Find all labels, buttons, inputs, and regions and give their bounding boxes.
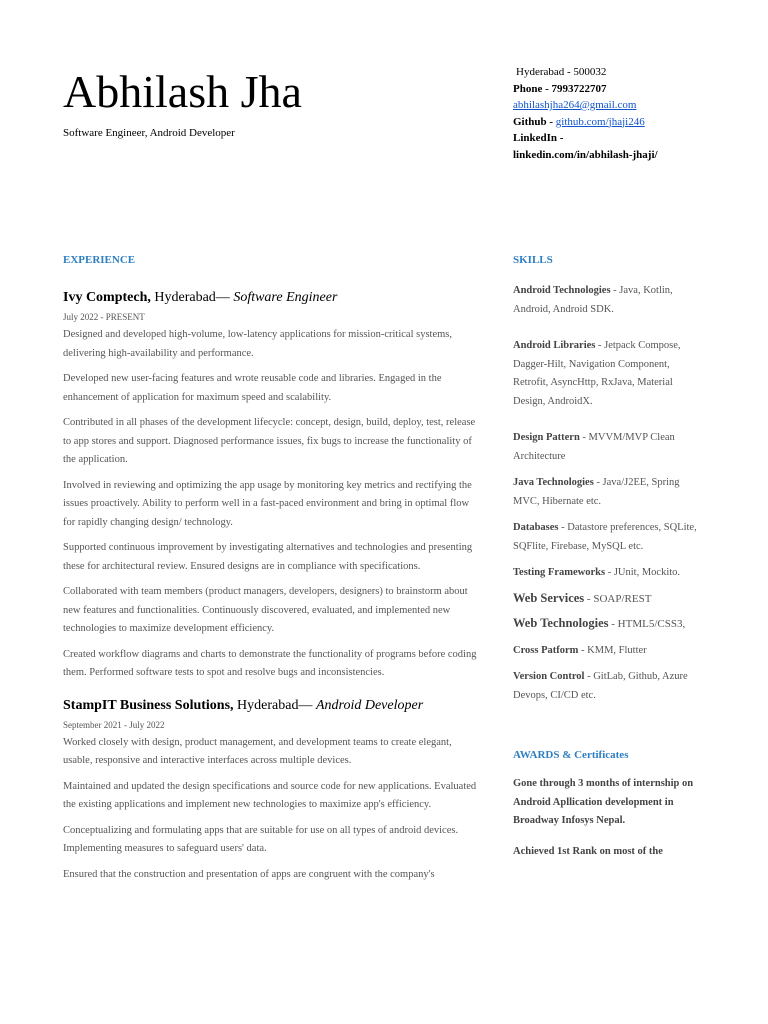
skill-item <box>513 282 698 319</box>
skill-value: - HTML5/CSS3, <box>608 618 686 630</box>
skill-value: - GitLab, Github, Azure Devops, CI/CD etc. <box>513 671 688 701</box>
job-entry <box>63 289 478 683</box>
contact-email <box>513 97 743 114</box>
job-paragraph: Ensured that the construction and presentation of apps are congruent with the company's <box>63 868 435 880</box>
job-role: Android Developer <box>315 697 424 713</box>
skill-value: - Java/J2EE, Spring MVC, Hibernate etc. <box>513 477 680 507</box>
contact-linkedin <box>513 147 743 164</box>
skill-name: Testing Frameworks <box>513 567 606 578</box>
experience-heading: EXPERIENCE <box>63 254 136 266</box>
skill-name: Cross Patform <box>513 644 579 656</box>
contact-location: Hyderabad - 500032 <box>516 66 607 78</box>
skill-item <box>513 614 698 634</box>
job-date: July 2022 - PRESENT <box>63 312 145 322</box>
job-role: Software Engineer <box>233 290 338 305</box>
email-link[interactable]: abhilashjha264@gmail.com <box>513 99 637 111</box>
award-item: Gone through 3 months of internship on Android Apllication development in Broadway Infosys Nepal. <box>513 778 694 826</box>
job-title <box>63 697 478 715</box>
skill-value: - SOAP/REST <box>584 592 652 605</box>
skill-name: Design Pattern <box>513 432 580 443</box>
skills-section <box>513 252 698 861</box>
skill-name: Version Control <box>513 671 585 682</box>
job-paragraph: Conceptualizing and formulating apps that are suitable for use on all types of android devices. Implementing measures to safeguard users' data. <box>63 824 459 854</box>
experience-section <box>63 252 478 884</box>
skill-item <box>513 589 698 609</box>
skill-item <box>513 642 698 661</box>
skill-name: Web Technologies <box>513 616 609 630</box>
job-entry <box>63 697 478 885</box>
skill-value: - Datastore preferences, SQLite, SQFlite, Firebase, MySQL etc. <box>513 522 697 552</box>
skill-item <box>513 668 698 705</box>
candidate-name: Abhilash Jha <box>63 66 302 117</box>
skill-value: - MVVM/MVP Clean Architecture <box>513 432 675 462</box>
award-item: Achieved 1st Rank on most of the <box>513 845 663 857</box>
contact-block <box>513 64 743 163</box>
job-location: Hyderabad— <box>150 290 234 305</box>
job-company: Ivy Comptech, <box>63 290 151 305</box>
candidate-subtitle: Software Engineer, Android Developer <box>63 127 235 139</box>
job-location: Hyderabad— <box>233 697 316 713</box>
job-paragraph: Created workflow diagrams and charts to demonstrate the functionality of programs before coding them. Performed software tests to spot and resolve bugs and inconsistencies. <box>63 648 477 678</box>
job-date: September 2021 - July 2022 <box>63 719 165 730</box>
job-paragraph: Maintained and updated the design specifications and source code for new applications. Evaluated the existing applications and implement new technologies to maximize app's efficiency. <box>63 780 477 810</box>
github-label: Github - <box>513 115 556 128</box>
linkedin-label: LinkedIn - <box>513 132 564 144</box>
job-title <box>63 289 478 307</box>
github-link[interactable]: github.com/jhaji246 <box>555 115 645 128</box>
phone-number: 7993722707 <box>551 82 607 95</box>
skill-name: Java Technologies <box>513 477 594 488</box>
job-paragraph: Contributed in all phases of the development lifecycle: concept, design, build, deploy, test, release to app stores and support. Diagnosed performance issues, fix bugs to increase the functionality of the application. <box>63 417 476 465</box>
skill-item <box>513 474 698 511</box>
skill-value: - KMM, Flutter <box>578 644 647 656</box>
job-company: StampIT Business Solutions, <box>63 697 234 713</box>
contact-linkedin-label <box>513 130 743 147</box>
job-paragraph: Supported continuous improvement by investigating alternatives and technologies and presenting these for architectural review. Ensured designs are in compliance with specifications. <box>63 542 473 572</box>
awards-heading: AWARDS & Certificates <box>513 749 629 761</box>
skills-list <box>513 282 698 705</box>
skill-name: Databases <box>513 522 559 533</box>
phone-label: Phone - <box>513 82 552 95</box>
contact-phone <box>513 81 743 98</box>
skill-value: - JUnit, Mockito. <box>605 567 681 578</box>
skill-name: Web Services <box>513 590 585 605</box>
job-paragraph: Developed new user-facing features and wrote reusable code and libraries. Engaged in the enhancement of application for maximum speed and scalability. <box>63 373 442 403</box>
skill-item <box>513 429 698 466</box>
skill-item <box>513 337 698 411</box>
job-paragraph: Designed and developed high-volume, low-latency applications for mission-critical systems, delivering high-availability and performance. <box>63 329 452 359</box>
skill-name: Android Libraries <box>513 340 596 351</box>
skill-name: Android Technologies <box>513 285 611 296</box>
skill-value: - Java, Kotlin, Android, Android SDK. <box>513 285 673 315</box>
skill-item <box>513 564 698 583</box>
job-paragraph: Involved in reviewing and optimizing the app usage by monitoring key metrics and rectifying the issues proactively. Ability to perform well in a fast-paced environment and bring in optimal flow for rapidly changing design/ technology. <box>63 479 472 528</box>
linkedin-url: linkedin.com/in/abhilash-jhaji/ <box>513 148 658 161</box>
skill-item <box>513 519 698 556</box>
job-paragraph: Collaborated with team members (product managers, developers, designers) to brainstorm about new features and functionalities. Continuously discovered, evaluated, and implemented new technologies to maximize development efficiency. <box>63 586 468 634</box>
skill-value: - Jetpack Compose, Dagger-Hilt, Navigation Component, Retrofit, AsyncHttp, RxJava, Material Design, AndroidX. <box>513 340 681 407</box>
skills-heading: SKILLS <box>513 254 553 266</box>
job-paragraph: Worked closely with design, product management, and development teams to create elegant, usable, responsive and interactive interfaces across multiple devices. <box>63 736 452 766</box>
contact-github <box>513 114 743 131</box>
